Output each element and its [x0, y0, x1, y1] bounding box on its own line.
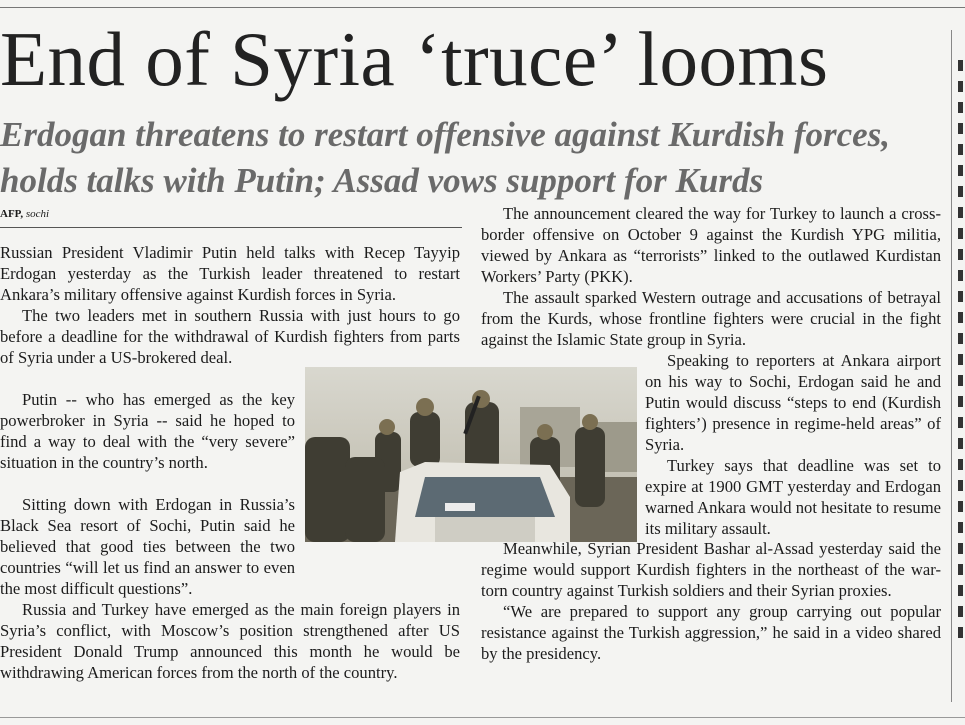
paragraph: Meanwhile, Syrian President Bashar al-Assad yesterday said the regime would support Kurdish fighters in the northeast of the war-torn country against Turkish soldiers and their Syrian proxies. — [481, 539, 941, 600]
article-column-right-wrap — [645, 350, 941, 539]
bottom-rule — [0, 717, 965, 718]
paragraph: The assault sparked Western outrage and accusations of betrayal from the Kurds, whose frontline fighters were crucial in the fight against the Islamic State group in Syria. — [481, 288, 941, 349]
paragraph: Russia and Turkey have emerged as the main foreign players in Syria’s conflict, with Moscow’s position strengthened after US President Donald Trump announced this month he would be withdrawing American forces from the north of the country. — [0, 600, 460, 682]
subheadline: Erdogan threatens to restart offensive against Kurdish forces, holds talks with Putin; Assad vows support for Kurds — [0, 115, 891, 200]
byline-dateline: sochi — [25, 208, 50, 220]
fighters-on-pickup-photo — [305, 367, 637, 542]
adjacent-article-fragment — [958, 60, 965, 648]
paragraph: Putin -- who has emerged as the key powerbroker in Syria -- said he hoped to find a way to deal with the “very severe” situation in the country’s north. — [0, 390, 295, 472]
top-rule — [0, 7, 965, 8]
article-column-left-bottom — [0, 599, 460, 683]
paragraph: Sitting down with Erdogan in Russia’s Black Sea resort of Sochi, Putin said he believed that good ties between the two countries “will let us find an answer to even the most difficult questions”. — [0, 495, 295, 598]
paragraph: Turkey says that deadline was set to expire at 1900 GMT yesterday and Erdogan warned Ankara would not hesitate to resume its military assault. — [645, 456, 941, 538]
paragraph: The announcement cleared the way for Turkey to launch a cross-border offensive on October 9 against the Kurdish YPG militia, viewed by Ankara as “terrorists” linked to the outlawed Kurdistan Workers’ Party (PKK). — [481, 204, 941, 286]
paragraph: The two leaders met in southern Russia with just hours to go before a deadline for the withdrawal of Kurdish fighters from parts of Syria under a US-brokered deal. — [0, 306, 460, 367]
article-photo — [305, 367, 637, 542]
article-column-left — [0, 242, 460, 368]
byline — [0, 207, 462, 228]
article-column-left-wrap — [0, 389, 295, 473]
article-column-right-bottom — [481, 538, 941, 664]
article-column-right — [481, 203, 941, 350]
article-column-left-wrap-2 — [0, 494, 295, 599]
headline: End of Syria ‘truce’ looms — [0, 16, 829, 102]
paragraph: Russian President Vladimir Putin held talks with Recep Tayyip Erdogan yesterday as the Turkish leader threatened to restart Ankara’s military offensive against Kurdish forces in Syria. — [0, 243, 460, 304]
paragraph: Speaking to reporters at Ankara airport on his way to Sochi, Erdogan said he and Putin would discuss “steps to end (Kurdish fighters’) presence in regime-held areas” of Syria. — [645, 351, 941, 454]
byline-agency: AFP, — [0, 208, 24, 220]
column-divider — [951, 30, 952, 702]
paragraph: “We are prepared to support any group carrying out popular resistance against the Turkish aggression,” he said in a video shared by the presidency. — [481, 602, 941, 663]
